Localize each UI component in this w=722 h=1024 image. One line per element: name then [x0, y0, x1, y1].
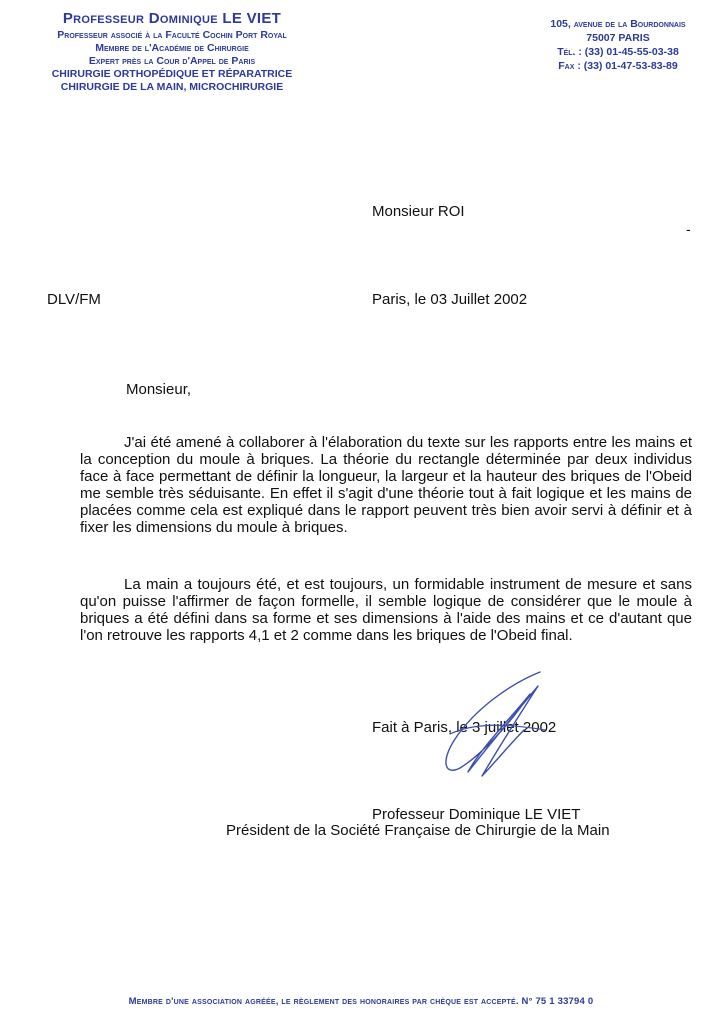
- letterhead-specialty-1: CHIRURGIE ORTHOPÉDIQUE ET RÉPARATRICE: [51, 68, 293, 81]
- address-line-2: 75007 PARIS: [586, 31, 650, 44]
- date-line: Paris, le 03 Juillet 2002: [372, 291, 528, 308]
- fax-number: Fax : (33) 01-47-53-83-89: [558, 59, 678, 72]
- paragraph-2: La main a toujours été, et est toujours, un formidable instrument de mesure et sans qu'on puisse l'affirmer de façon formelle, il semble logique de considérer que le moule à briques a été défini dans sa forme et ses dimensions à l'aide des mains et ce d'autant que l'on retrouve les rapports 4,1 et 2 comme dans les briques de l'Obeid final.: [80, 576, 692, 644]
- stray-mark: -: [686, 221, 691, 237]
- footer-note: Membre d'une association agréée, le règlement des honoraires par chèque est accepté. N° 75 1 33794 0: [128, 996, 594, 1007]
- letterhead-name: Professeur Dominique LE VIET: [62, 10, 282, 27]
- handwritten-signature: [420, 664, 550, 784]
- letterhead-right: [520, 18, 716, 73]
- letterhead-title-3: Expert près la Cour d'Appel de Paris: [88, 55, 256, 67]
- recipient: Monsieur ROI: [372, 203, 465, 220]
- address-line-1: 105, avenue de la Bourdonnais: [550, 18, 686, 30]
- reference: DLV/FM: [47, 291, 101, 308]
- letterhead-left: [12, 10, 332, 94]
- letterhead-specialty-2: CHIRURGIE DE LA MAIN, MICROCHIRURGIE: [60, 81, 284, 94]
- salutation: Monsieur,: [126, 381, 192, 398]
- letterhead-title-2: Membre de l'Académie de Chirurgie: [95, 41, 249, 54]
- letterhead-title-1: Professeur associé à la Faculté Cochin Port Royal: [57, 28, 287, 41]
- closing-place-date: Fait à Paris, le 3 juillet 2002: [372, 719, 557, 736]
- phone-number: Tél. : (33) 01-45-55-03-38: [557, 45, 679, 58]
- signatory-title: Président de la Société Française de Chirurgie de la Main: [226, 822, 610, 839]
- paragraph-1: J'ai été amené à collaborer à l'élaboration du texte sur les rapports entre les mains et la conception du moule à briques. La théorie du rectangle déterminée par deux individus face à face permettant de définir la longueur, la largeur et la hauteur des briques de l'Obeid me semble très séduisante. En effet il s'agit d'une théorie tout à fait logique et les mains de placées comme cela est expliqué dans le rapport peuvent très bien avoir servi à définir et à fixer les dimensions du moule à briques.: [80, 434, 692, 536]
- signatory-name: Professeur Dominique LE VIET: [372, 806, 581, 823]
